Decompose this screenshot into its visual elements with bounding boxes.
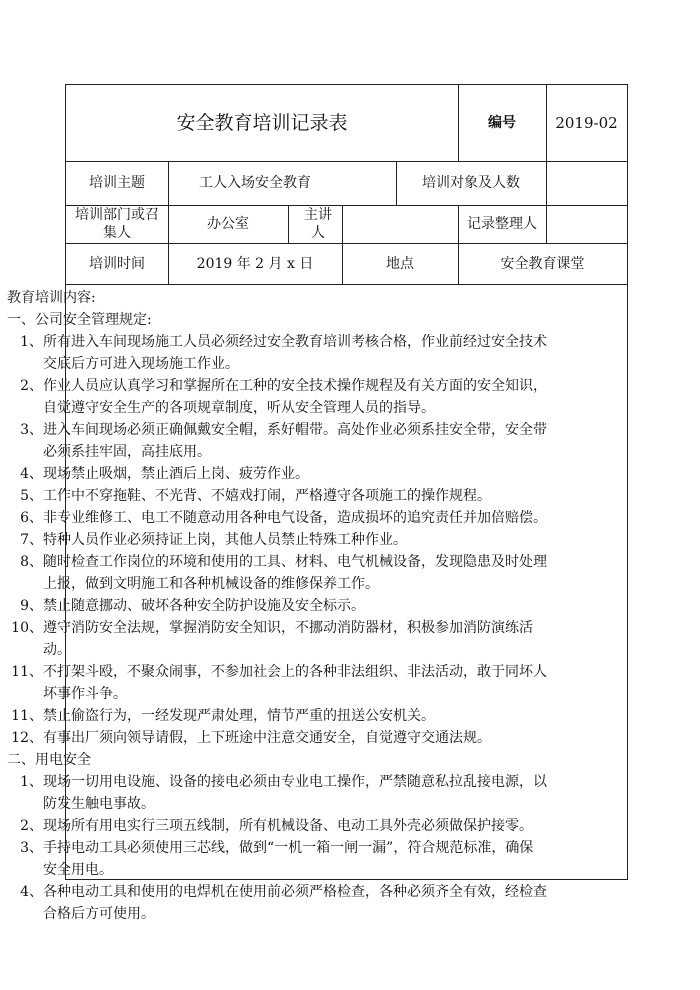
recorder-label: 记录整理人 [467, 216, 537, 232]
number-value: 2019-02 [555, 114, 618, 132]
training-content [7, 287, 557, 925]
item-number: 7、 [20, 532, 43, 548]
item-text-cont: 防发生触电事故。 [43, 796, 155, 812]
list-item [7, 507, 557, 529]
item-number: 3、 [20, 422, 43, 438]
item-text: 有事出厂须向领导请假，上下班途中注意交通安全，自觉遵守交通法规。 [43, 730, 491, 746]
topic-label: 培训主题 [89, 175, 145, 191]
item-text: 特种人员作业必须持证上岗，其他人员禁止特殊工种作业。 [43, 532, 407, 548]
item-text-cont: 合格后方可使用。 [43, 906, 155, 922]
item-text: 现场所有用电实行三项五线制，所有机械设备、电动工具外壳必须做保护接零。 [43, 818, 533, 834]
row-divider [66, 284, 627, 285]
form-title: 安全教育培训记录表 [176, 112, 348, 134]
item-number: 4、 [20, 884, 43, 900]
item-text: 各种电动工具和使用的电焊机在使用前必须严格检查，各种必须齐全有效，经检查 [43, 884, 547, 900]
item-text: 进入车间现场必须正确佩戴安全帽，系好帽带。高处作业必须系挂安全带，安全带 [43, 422, 547, 438]
item-text: 手持电动工具必须使用三芯线，做到“一机一箱一闸一漏”，符合规范标准，确保 [43, 840, 534, 856]
item-number: 9、 [20, 598, 43, 614]
list-item [7, 551, 557, 595]
item-text: 禁止随意挪动、破坏各种安全防护设施及安全标示。 [43, 598, 365, 614]
item-text-cont: 坏事作斗争。 [43, 686, 127, 702]
item-text: 遵守消防安全法规，掌握消防安全知识，不挪动消防器材，积极参加消防演练活动。 [43, 620, 533, 658]
list-item [7, 331, 557, 375]
list-item [7, 837, 557, 881]
list-item [7, 463, 557, 485]
item-text-cont: 安全用电。 [43, 862, 113, 878]
item-text: 不打架斗殴，不聚众闹事，不参加社会上的各种非法组织、非法活动，敢于同坏人 [43, 664, 547, 680]
item-text: 现场一切用电设施、设备的接电必须由专业电工操作，严禁随意私拉乱接电源，以 [43, 774, 547, 790]
item-number: 1、 [20, 774, 43, 790]
item-text: 禁止偷盗行为，一经发现严肃处理，情节严重的扭送公安机关。 [43, 708, 435, 724]
time-value: 2019 年 2 月 x 日 [196, 255, 314, 272]
item-number: 11、 [11, 708, 43, 724]
list-item [7, 881, 557, 925]
item-number: 2、 [20, 818, 43, 834]
item-number: 2、 [20, 378, 43, 394]
list-item [7, 705, 557, 727]
list-item [7, 617, 557, 661]
list-item [7, 375, 557, 419]
item-text-cont: 自觉遵守安全生产的各项规章制度，听从安全管理人员的指导。 [43, 400, 435, 416]
item-number: 5、 [20, 488, 43, 504]
item-number: 12、 [11, 730, 43, 746]
item-text: 作业人员应认真学习和掌握所在工种的安全技术操作规程及有关方面的安全知识， [43, 378, 547, 394]
item-number: 4、 [20, 466, 43, 482]
section-heading: 二、用电安全 [7, 752, 91, 768]
col-divider [288, 205, 289, 243]
item-text: 现场禁止吸烟，禁止酒后上岗、疲劳作业。 [43, 466, 309, 482]
list-item [7, 529, 557, 551]
number-label: 编号 [488, 115, 516, 131]
item-number: 6、 [20, 510, 43, 526]
item-text-cont: 上报，做到文明施工和各种机械设备的维修保养工作。 [43, 576, 379, 592]
item-number: 11、 [11, 664, 43, 680]
lecturer-value [342, 205, 458, 243]
dept-value: 办公室 [207, 216, 249, 232]
item-text: 随时检查工作岗位的环境和使用的工具、材料、电气机械设备，发现隐患及时处理 [43, 554, 547, 570]
item-text: 所有进入车间现场施工人员必须经过安全教育培训考核合格，作业前经过安全技术 [43, 334, 547, 350]
item-number: 3、 [20, 840, 43, 856]
item-number: 1、 [20, 334, 43, 350]
item-number: 10、 [11, 620, 43, 636]
section-heading: 一、公司安全管理规定: [7, 312, 152, 328]
list-item [7, 419, 557, 463]
audience-label: 培训对象及人数 [422, 175, 520, 191]
recorder-value [546, 205, 627, 243]
lecturer-label: 主讲人 [304, 207, 332, 241]
item-text: 非专业维修工、电工不随意动用各种电气设备，造成损坏的追究责任并加倍赔偿。 [43, 510, 547, 526]
item-text-cont: 必须系挂牢固，高挂底用。 [43, 444, 211, 460]
item-text: 工作中不穿拖鞋、不光背、不嬉戏打闹，严格遵守各项施工的操作规程。 [43, 488, 491, 504]
list-item [7, 595, 557, 617]
topic-value: 工人入场安全教育 [199, 175, 311, 191]
list-item [7, 485, 557, 507]
dept-label: 培训部门或召集人 [75, 207, 159, 241]
list-item [7, 661, 557, 705]
place-value: 安全教育课堂 [500, 255, 585, 272]
list-item [7, 771, 557, 815]
content-heading: 教育培训内容: [7, 290, 96, 306]
place-label: 地点 [386, 255, 414, 272]
time-label: 培训时间 [89, 255, 145, 272]
item-text-cont: 交底后方可进入现场施工作业。 [43, 356, 239, 372]
item-number: 8、 [20, 554, 43, 570]
audience-value [546, 161, 627, 205]
list-item [7, 815, 557, 837]
list-item [7, 727, 557, 749]
